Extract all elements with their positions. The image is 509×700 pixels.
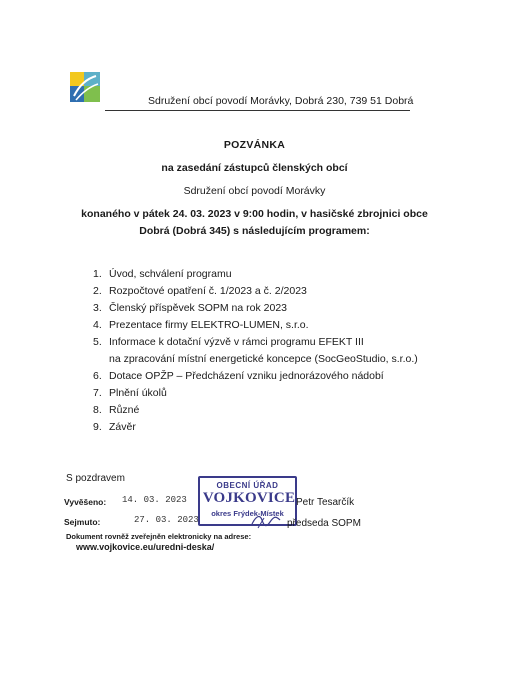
program-item: 5. Informace k dotační výzvě v rámci programu EFEKT III (93, 336, 364, 348)
greeting: S pozdravem (66, 473, 125, 484)
program-item: 4. Prezentace firmy ELEKTRO-LUMEN, s.r.o. (93, 319, 309, 331)
posted-label: Vyvěšeno: (64, 497, 107, 507)
signer-name: Petr Tesarčík (296, 497, 355, 508)
removed-date: 27. 03. 2023 (134, 515, 199, 525)
meeting-subject: na zasedání zástupců členských obcí (161, 162, 348, 174)
handwritten-signature (250, 510, 284, 532)
stamp-office: OBECNÍ ÚŘAD (216, 481, 279, 490)
program-item: 8. Různé (93, 404, 140, 416)
document-title: POZVÁNKA (223, 139, 286, 151)
program-item: 2. Rozpočtové opatření č. 1/2023 a č. 2/2023 (93, 285, 307, 297)
header-divider (105, 110, 410, 111)
stamp-municipality: VOJKOVICE (202, 490, 296, 506)
program-item: 6. Dotace OPŽP – Předcházení vzniku jednorázového nádobí (93, 370, 384, 382)
program-item: 3. Členský příspěvek SOPM na rok 2023 (93, 302, 287, 314)
removed-label: Sejmuto: (64, 517, 101, 527)
organization-address: Sdružení obcí povodí Morávky, Dobrá 230, 739 51 Dobrá (148, 95, 414, 107)
meeting-place: Dobrá (Dobrá 345) s následujícím programem: (139, 225, 370, 237)
posted-date: 14. 03. 2023 (122, 495, 187, 505)
organization-logo (68, 70, 102, 104)
meeting-date-location: konaného v pátek 24. 03. 2023 v 9:00 hodin, v hasičské zbrojnici obce (81, 208, 428, 220)
signer-role: předseda SOPM (287, 518, 361, 529)
program-item: 1. Úvod, schválení programu (93, 268, 232, 280)
program-item: 9. Závěr (93, 421, 136, 433)
program-item-continuation: na zpracování místní energetické koncepce (SocGeoStudio, s.r.o.) (109, 353, 418, 365)
program-list (93, 266, 418, 436)
website-link[interactable]: www.vojkovice.eu/uredni-deska/ (76, 542, 215, 552)
program-item: 7. Plnění úkolů (93, 387, 167, 399)
stamp-district: okres Frýdek-Místek (211, 509, 284, 518)
publication-note: Dokument rovněž zveřejněn elektronicky na adrese: (66, 532, 252, 541)
organization-name: Sdružení obcí povodí Morávky (183, 185, 326, 197)
